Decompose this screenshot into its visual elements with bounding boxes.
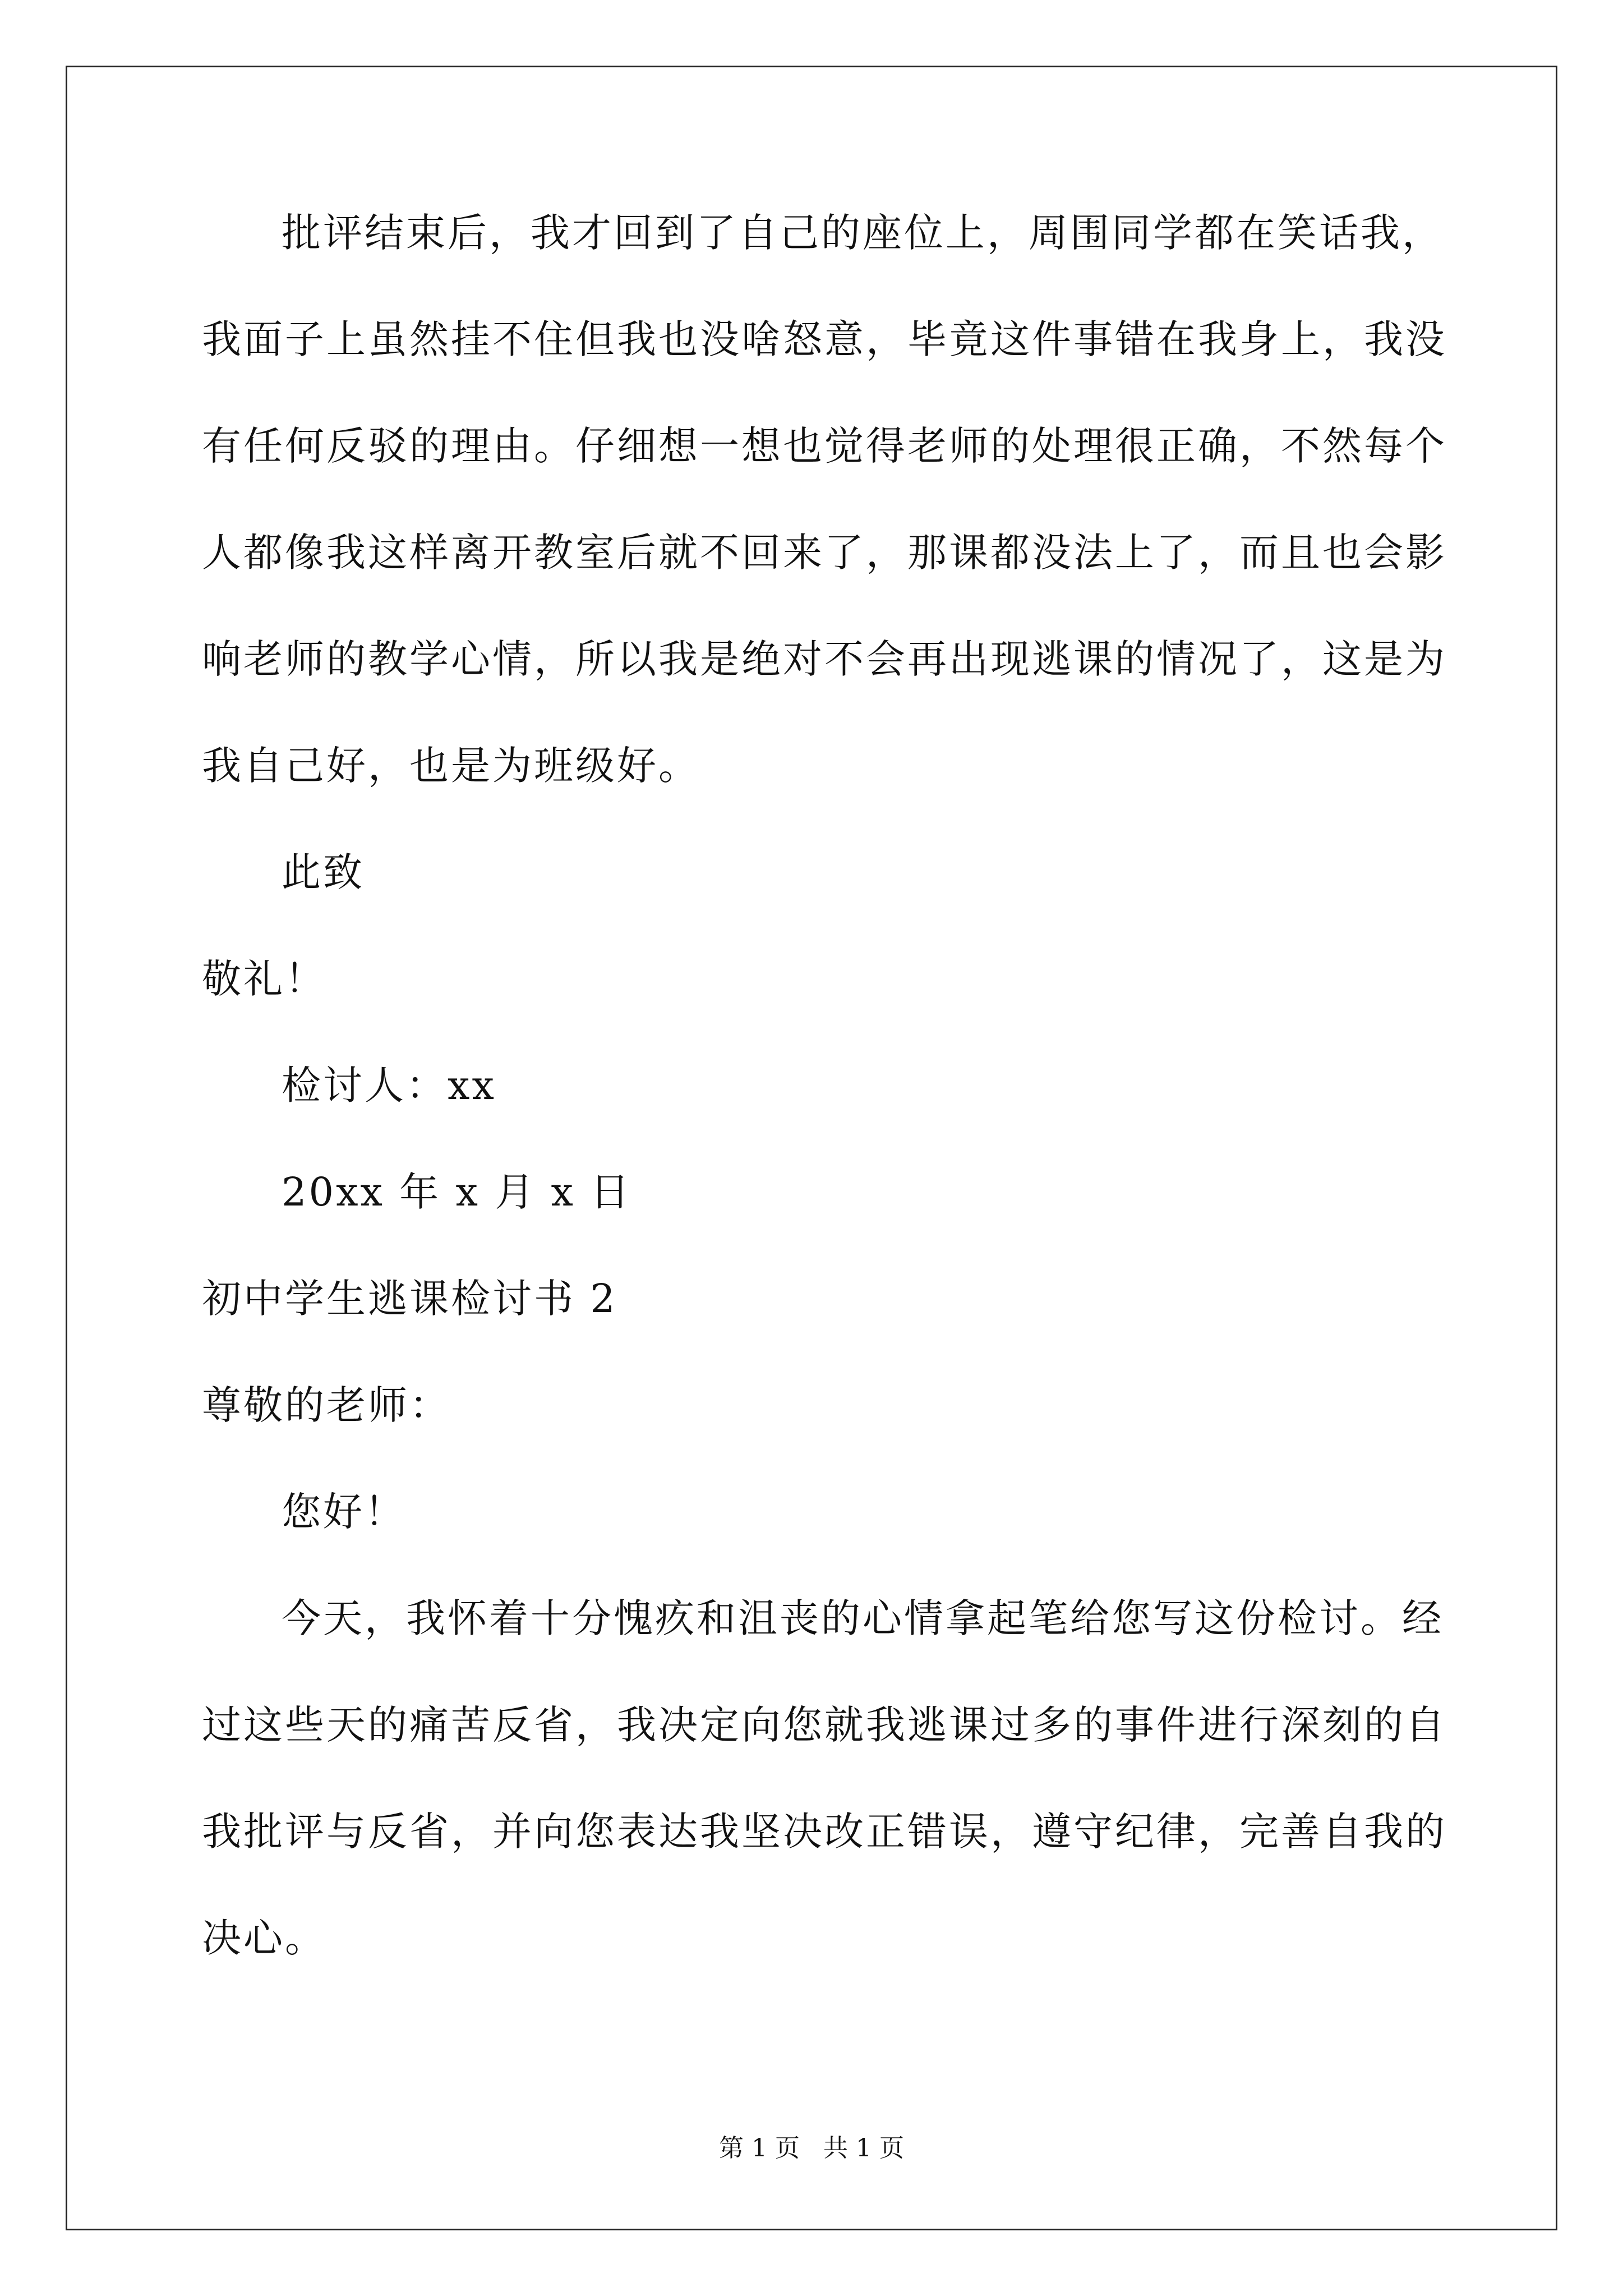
paragraph-line: 批评结束后，我才回到了自己的座位上，周围同学都在笑话我， [282, 210, 1444, 256]
page-footer: 第 1 页 共 1 页 [719, 2134, 904, 2162]
closing-regards: 敬礼！ [202, 956, 326, 1002]
letter-hello: 您好！ [282, 1489, 406, 1535]
paragraph-line: 我自己好，也是为班级好。 [202, 743, 700, 789]
paragraph-line: 今天，我怀着十分愧疚和沮丧的心情拿起笔给您写这份检讨。经 [282, 1595, 1444, 1641]
signature-name: 检讨人：xx [282, 1062, 496, 1108]
paragraph-line: 人都像我这样离开教室后就不回来了，那课都没法上了，而且也会影 [202, 530, 1447, 576]
paragraph-line: 我批评与反省，并向您表达我坚决改正错误，遵守纪律，完善自我的 [202, 1809, 1447, 1855]
page-border [66, 66, 1557, 2230]
paragraph-line: 我面子上虽然挂不住但我也没啥怒意，毕竟这件事错在我身上，我没 [202, 316, 1447, 362]
closing-salutation: 此致 [282, 849, 365, 895]
section-title: 初中学生逃课检讨书 2 [202, 1276, 617, 1322]
signature-date: 20xx 年 x 月 x 日 [282, 1169, 632, 1215]
paragraph-line: 有任何反驳的理由。仔细想一想也觉得老师的处理很正确，不然每个 [202, 423, 1447, 469]
letter-greeting: 尊敬的老师： [202, 1382, 451, 1428]
paragraph-line: 过这些天的痛苦反省，我决定向您就我逃课过多的事件进行深刻的自 [202, 1702, 1447, 1748]
paragraph-line: 决心。 [202, 1915, 326, 1961]
paragraph-line: 响老师的教学心情，所以我是绝对不会再出现逃课的情况了，这是为 [202, 636, 1447, 682]
